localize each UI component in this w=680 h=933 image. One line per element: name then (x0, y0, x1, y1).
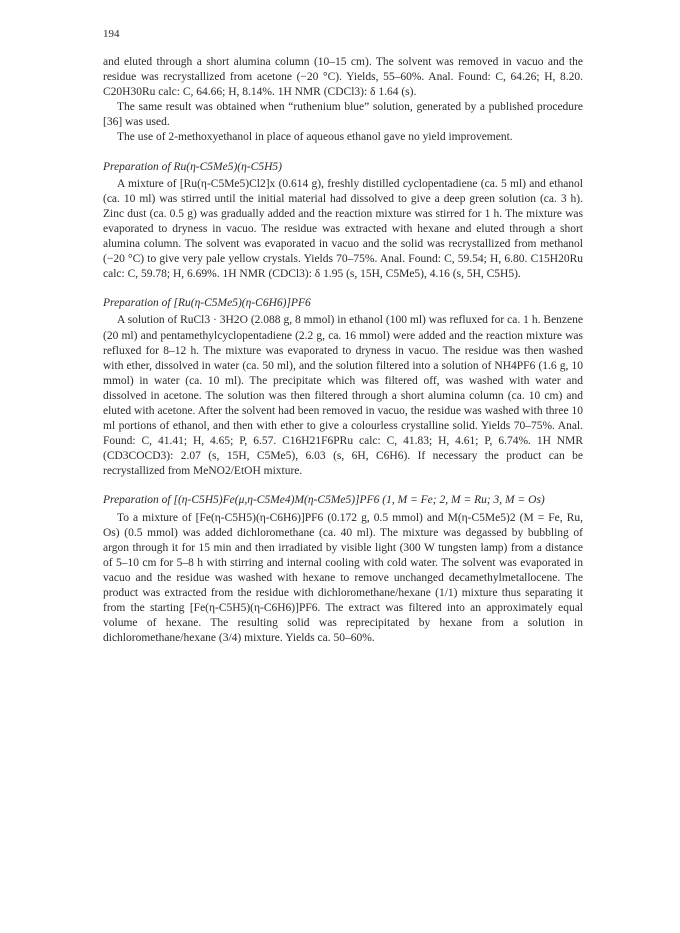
paragraph-4: A mixture of [Ru(η-C5Me5)Cl2]x (0.614 g), freshly distilled cyclopentadiene (ca. 5 ml) and ethanol (ca. 10 ml) was stirred until the initial material had dissolved to give a deep green solution (ca. 3 h). Zinc dust (ca. 0.5 g) was gradually added and the reaction mixture was stirred for 1 h. The mixture was evaporated to dryness in vacuo. The residue was extracted with hexane and eluted through a short alumina column. The solvent was evaporated in vacuo and the solid was recrystallized from methanol (−20 °C) to give very pale yellow crystals. Yields 70–75%. Anal. Found: C, 59.54; H, 6.80. C15H20Ru calc: C, 59.78; H, 6.69%. 1H NMR (CDCl3): δ 1.95 (s, 15H, C5Me5), 4.16 (s, 5H, C5H5). (103, 177, 583, 281)
article-body (103, 55, 583, 646)
section-heading-1: Preparation of Ru(η-C5Me5)(η-C5H5) (103, 160, 282, 173)
paragraph-3: The use of 2-methoxyethanol in place of aqueous ethanol gave no yield improvement. (117, 131, 513, 144)
paragraph-2: The same result was obtained when “ruthenium blue” solution, generated by a published procedure [36] was used. (103, 101, 583, 129)
page-number: 194 (103, 28, 120, 40)
section-heading-3: Preparation of [(η-C5H5)Fe(μ,η-C5Me4)M(η-C5Me5)]PF6 (1, M = Fe; 2, M = Ru; 3, M = Os) (103, 494, 545, 507)
section-heading-2: Preparation of [Ru(η-C5Me5)(η-C6H6)]PF6 (103, 297, 311, 310)
paragraph-6: To a mixture of [Fe(η-C5H5)(η-C6H6)]PF6 (0.172 g, 0.5 mmol) and M(η-C5Me5)2 (M = Fe, Ru, Os) (0.5 mmol) was added dichloromethane (ca. 40 ml). The mixture was degassed by bubbling of argon through it for 15 min and then irradiated by visible light (300 W tungsten lamp) from a distance of 5–10 cm for 5–8 h with stirring and internal cooling with cold water. The solvent was evaporated in vacuo and the residue was washed with hexane to remove unchanged decamethylmetallocene. The product was extracted from the residue with dichloromethane/hexane (1/1) mixture thus separating it from the starting [Fe(η-C5H5)(η-C6H6)]PF6. The extract was filtered into an approximately equal volume of hexane. The resulting solid was reprecipitated by hexane from a solution in dichloromethane/hexane (3/4) mixture. Yields ca. 50–60%. (103, 511, 583, 645)
paragraph-1: and eluted through a short alumina column (10–15 cm). The solvent was removed in vacuo and the residue was recrystallized from acetone (−20 °C). Yields, 55–60%. Anal. Found: C, 64.26; H, 8.20. C20H30Ru calc: C, 64.66; H, 8.14%. 1H NMR (CDCl3): δ 1.64 (s). (103, 56, 583, 99)
paragraph-5: A solution of RuCl3 · 3H2O (2.088 g, 8 mmol) in ethanol (100 ml) was refluxed for ca. 1 h. Benzene (20 ml) and pentamethylcyclopentadiene (2.2 g, ca. 16 mmol) were added and the reaction mixture was refluxed for 8–12 h. The mixture was evaporated to dryness in vacuo. The residue was then washed with ether, dissolved in water (ca. 50 ml), and the solution filtered into a solution of NH4PF6 (1.6 g, 10 mmol) in water (ca. 10 ml). The precipitate which was filtered off, was washed with water and dissolved in acetone. The solution was then filtered through a short alumina column (ca. 10 cm) and eluted with acetone. After the solvent had been removed in vacuo, the residue was washed with three 10 ml portions of ethanol, and then with ether to give a colourless crystalline solid. Yields 70–75%. Anal. Found: C, 41.41; H, 4.65; P, 6.57. C16H21F6PRu calc: C, 41.83; H, 4.61; P, 6.74%. 1H NMR (CD3COCD3): 2.07 (s, 15H, C5Me5), 6.03 (s, 6H, C6H6). If necessary the product can be recrystallized from MeNO2/EtOH mixture. (103, 314, 583, 478)
